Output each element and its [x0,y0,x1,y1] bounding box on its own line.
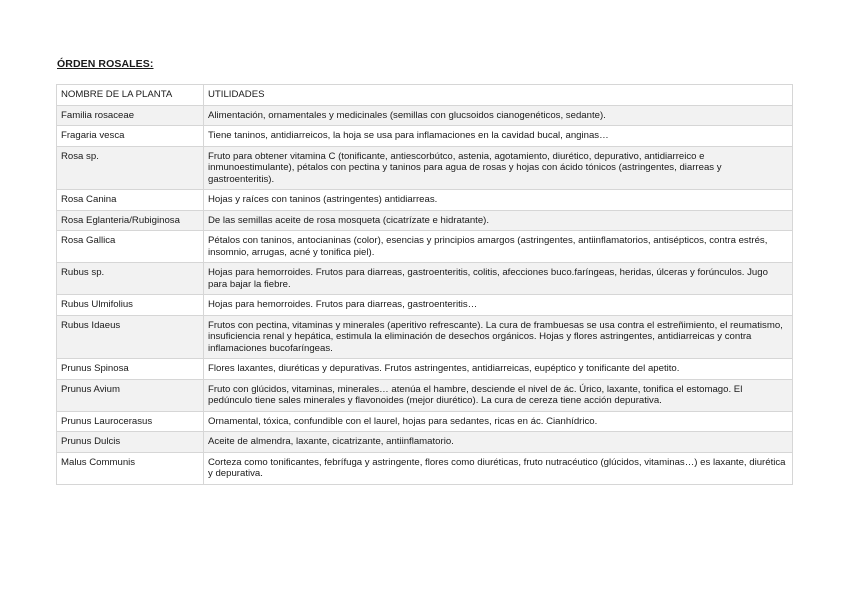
table-row [57,146,793,190]
table-row [57,126,793,147]
plant-name-cell: Rosa Canina [57,190,204,211]
table-header-row [57,85,793,106]
plant-uses-cell: Frutos con pectina, vitaminas y minerales (aperitivo refrescante). La cura de frambuesas se usa contra el estreñimiento, el reumatismo, insuficiencia renal y hepática, estimula la eliminación de desechos orgánicos. Hojas y flores astringentes, antidiarreicas y contra inflamaciones bucofaríngeas. [204,315,793,359]
plant-uses-cell: De las semillas aceite de rosa mosqueta (cicatrízate e hidratante). [204,210,793,231]
table-row [57,379,793,411]
table-row [57,432,793,453]
table-row [57,411,793,432]
table-row [57,295,793,316]
plant-name-cell: Prunus Spinosa [57,359,204,380]
plant-name-cell: Rubus sp. [57,263,204,295]
plant-name-cell: Rubus Idaeus [57,315,204,359]
plant-uses-cell: Hojas y raíces con taninos (astringentes) antidiarreas. [204,190,793,211]
document-title: ÓRDEN ROSALES: [57,58,154,70]
plant-name-cell: Rubus Ulmifolius [57,295,204,316]
plant-name-cell: Rosa Gallica [57,231,204,263]
plant-name-cell: Prunus Avium [57,379,204,411]
table-row [57,452,793,484]
table-row [57,190,793,211]
plant-uses-cell: Corteza como tonificantes, febrífuga y astringente, flores como diuréticas, fruto nutracéutico (glúcidos, vitaminas…) es laxante, diurética y depurativa. [204,452,793,484]
table-row [57,359,793,380]
plant-uses-cell: Tiene taninos, antidiarreicos, la hoja se usa para inflamaciones en la cavidad bucal, anginas… [204,126,793,147]
plant-name-cell: Familia rosaceae [57,105,204,126]
plant-uses-cell: Pétalos con taninos, antocianinas (color), esencias y principios amargos (astringentes, antiinflamatorios, antisépticos, contra estrés, insomnio, arrugas, acné y tonifica piel). [204,231,793,263]
plant-uses-cell: Hojas para hemorroides. Frutos para diarreas, gastroenteritis, colitis, afecciones buco.faríngeas, heridas, úlceras y forúnculos. Jugo para bajar la fiebre. [204,263,793,295]
plant-uses-cell: Aceite de almendra, laxante, cicatrizante, antiinflamatorio. [204,432,793,453]
table-row [57,263,793,295]
plant-uses-cell: Hojas para hemorroides. Frutos para diarreas, gastroenteritis… [204,295,793,316]
table-row [57,210,793,231]
table-row [57,105,793,126]
plant-name-cell: Fragaria vesca [57,126,204,147]
plant-uses-cell: Fruto con glúcidos, vitaminas, minerales… atenúa el hambre, desciende el nivel de ác. Úrico, laxante, tonifica el estomago. El pedúnculo tiene sales minerales y flavonoides (mejor diurético). La cura de cereza tiene acción depurativa. [204,379,793,411]
plant-uses-cell: Ornamental, tóxica, confundible con el laurel, hojas para sedantes, ricas en ác. Cianhídrico. [204,411,793,432]
plant-name-cell: Rosa sp. [57,146,204,190]
plants-table [56,84,793,485]
header-uses: UTILIDADES [204,85,793,106]
table-row [57,231,793,263]
plant-uses-cell: Fruto para obtener vitamina C (tonificante, antiescorbútco, astenia, agotamiento, diurético, depurativo, antidiarreico e inmunoestimulante), pétalos con pectina y taninos para agua de rosas y hojas con ácido tónicos (astringentes, diarreas y gastroenteritis). [204,146,793,190]
plant-uses-cell: Alimentación, ornamentales y medicinales (semillas con glucsoidos cianogenéticos, sedante). [204,105,793,126]
plant-uses-cell: Flores laxantes, diuréticas y depurativas. Frutos astringentes, antidiarreicas, eupéptico y tonificante del apetito. [204,359,793,380]
plant-name-cell: Rosa Eglanteria/Rubiginosa [57,210,204,231]
table-row [57,315,793,359]
plant-name-cell: Malus Communis [57,452,204,484]
plant-name-cell: Prunus Dulcis [57,432,204,453]
plant-name-cell: Prunus Laurocerasus [57,411,204,432]
header-plant-name: NOMBRE DE LA PLANTA [57,85,204,106]
